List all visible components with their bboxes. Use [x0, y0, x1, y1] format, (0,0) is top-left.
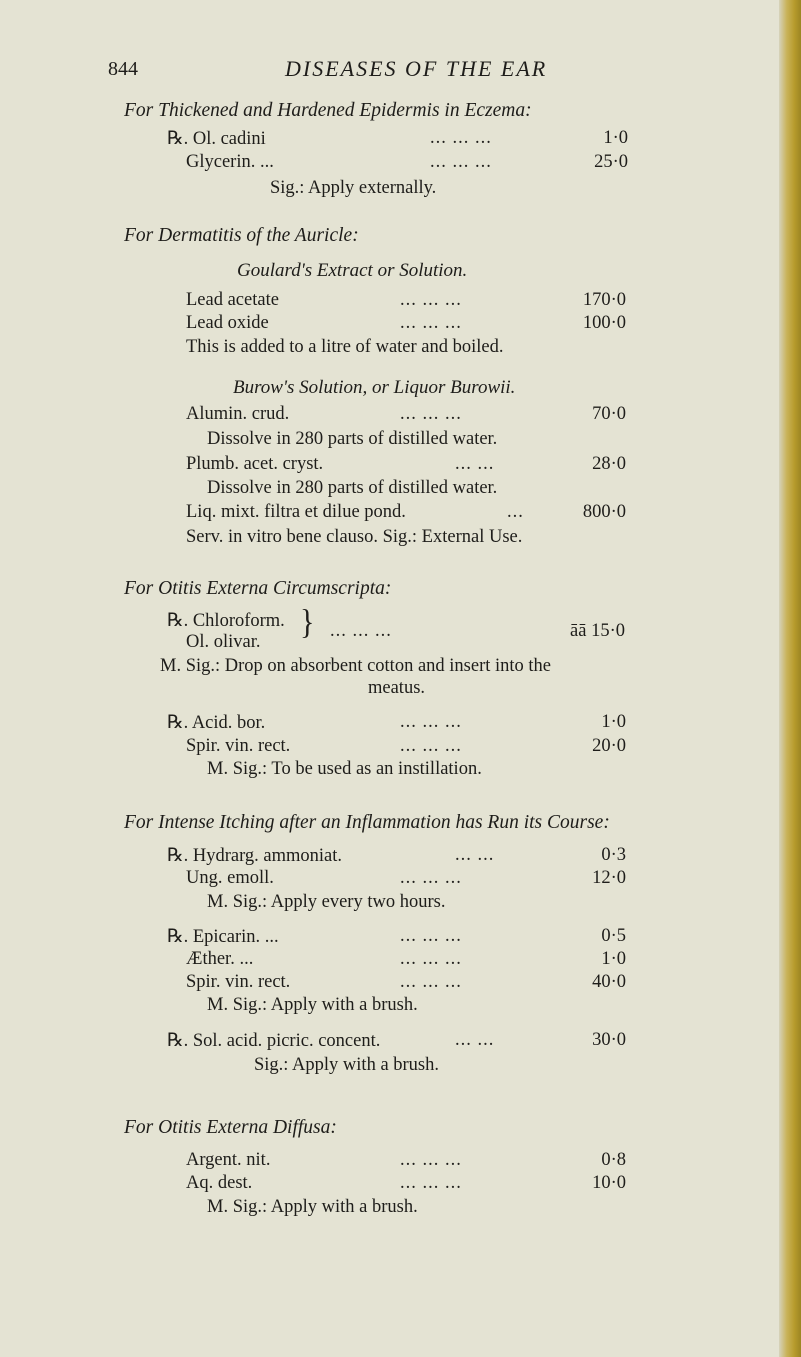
recipe-quantity: 0·3 [601, 845, 626, 865]
leader-dots: ... ... ... [400, 1150, 462, 1170]
recipe-ingredient: Lead acetate [186, 290, 279, 310]
recipe-ingredient: ℞. Sol. acid. picric. concent. [167, 1031, 381, 1051]
recipe-ingredient: Aq. dest. [186, 1173, 253, 1193]
signa-line: M. Sig.: Drop on absorbent cotton and insert into the [160, 656, 552, 676]
recipe-ingredient: Plumb. acet. cryst. [186, 454, 324, 474]
leader-dots: ... ... ... [400, 926, 462, 946]
recipe-quantity: 10·0 [592, 1173, 626, 1193]
leader-dots: ... ... [455, 454, 495, 474]
leader-dots: ... ... ... [400, 949, 462, 969]
leader-dots: ... ... ... [430, 152, 492, 172]
leader-dots: ... ... ... [400, 404, 462, 424]
recipe-quantity: 20·0 [592, 736, 626, 756]
recipe-quantity: 28·0 [592, 454, 626, 474]
recipe-ingredient: Liq. mixt. filtra et dilue pond. [186, 502, 406, 522]
recipe-quantity: 12·0 [592, 868, 626, 888]
section-heading-dermatitis: For Dermatitis of the Auricle: [124, 225, 359, 246]
leader-dots: ... ... ... [400, 290, 462, 310]
page-number: 844 [108, 58, 138, 80]
recipe-quantity: 0·5 [601, 926, 626, 946]
leader-dots: ... ... ... [400, 868, 462, 888]
recipe-quantity: 1·0 [603, 128, 628, 148]
running-head: DISEASES OF THE EAR [285, 56, 548, 81]
section-heading-otitis-diffusa: For Otitis Externa Diffusa: [124, 1117, 337, 1138]
signa-line: M. Sig.: Apply every two hours. [207, 892, 446, 912]
subheading-goulard: Goulard's Extract or Solution. [237, 260, 468, 281]
leader-dots: ... ... ... [400, 313, 462, 333]
recipe-quantity: 1·0 [601, 949, 626, 969]
preparation-note: Dissolve in 280 parts of distilled water. [207, 429, 498, 449]
signa-line-continued: meatus. [368, 678, 426, 698]
recipe-quantity: 1·0 [601, 712, 626, 732]
signa-line: M. Sig.: Apply with a brush. [207, 1197, 418, 1217]
preparation-note: Dissolve in 280 parts of distilled water. [207, 478, 498, 498]
leader-dots: ... [507, 502, 524, 522]
recipe-quantity: 70·0 [592, 404, 626, 424]
section-heading-eczema: For Thickened and Hardened Epidermis in Eczema: [124, 100, 532, 121]
section-heading-intense-itching: For Intense Itching after an Inflammation has Run its Course: [124, 812, 610, 833]
leader-dots: ... ... ... [400, 736, 462, 756]
recipe-ingredient: Ol. olivar. [186, 632, 261, 652]
recipe-ingredient: Glycerin. ... [186, 152, 274, 172]
recipe-ingredient: Lead oxide [186, 313, 269, 333]
recipe-quantity: āā 15·0 [570, 621, 625, 641]
recipe-quantity: 800·0 [582, 502, 626, 522]
leader-dots: ... ... ... [330, 621, 392, 641]
signa-line: M. Sig.: To be used as an instillation. [207, 759, 482, 779]
recipe-ingredient: ℞. Chloroform. [167, 611, 285, 631]
leader-dots: ... ... ... [400, 1173, 462, 1193]
leader-dots: ... ... [455, 845, 495, 865]
recipe-ingredient: Spir. vin. rect. [186, 972, 291, 992]
recipe-ingredient: ℞. Acid. bor. [167, 713, 266, 733]
recipe-ingredient: ℞. Ol. cadini [167, 129, 266, 149]
recipe-ingredient: Argent. nit. [186, 1150, 271, 1170]
recipe-ingredient: Spir. vin. rect. [186, 736, 291, 756]
signa-line: Sig.: Apply with a brush. [254, 1055, 440, 1075]
brace-symbol: } [300, 603, 315, 642]
recipe-quantity: 25·0 [594, 152, 628, 172]
recipe-ingredient: ℞. Hydrarg. ammoniat. [167, 846, 343, 866]
recipe-quantity: 170·0 [582, 290, 626, 310]
preparation-note: This is added to a litre of water and boiled. [186, 337, 504, 357]
recipe-ingredient: Ung. emoll. [186, 868, 274, 888]
recipe-quantity: 100·0 [582, 313, 626, 333]
recipe-ingredient: ℞. Epicarin. ... [167, 927, 279, 947]
leader-dots: ... ... ... [400, 712, 462, 732]
section-heading-otitis-circumscripta: For Otitis Externa Circumscripta: [124, 578, 392, 599]
subheading-burow: Burow's Solution, or Liquor Burowii. [233, 377, 516, 398]
recipe-quantity: 40·0 [592, 972, 626, 992]
leader-dots: ... ... ... [400, 972, 462, 992]
recipe-quantity: 0·8 [601, 1150, 626, 1170]
preparation-note: Serv. in vitro bene clauso. Sig.: External Use. [186, 527, 523, 547]
recipe-ingredient: Æther. ... [186, 949, 254, 969]
signa-line: M. Sig.: Apply with a brush. [207, 995, 418, 1015]
page-edge [779, 0, 801, 1357]
leader-dots: ... ... [455, 1030, 495, 1050]
recipe-quantity: 30·0 [592, 1030, 626, 1050]
recipe-ingredient: Alumin. crud. [186, 404, 290, 424]
leader-dots: ... ... ... [430, 128, 492, 148]
signa-line: Sig.: Apply externally. [270, 178, 437, 198]
